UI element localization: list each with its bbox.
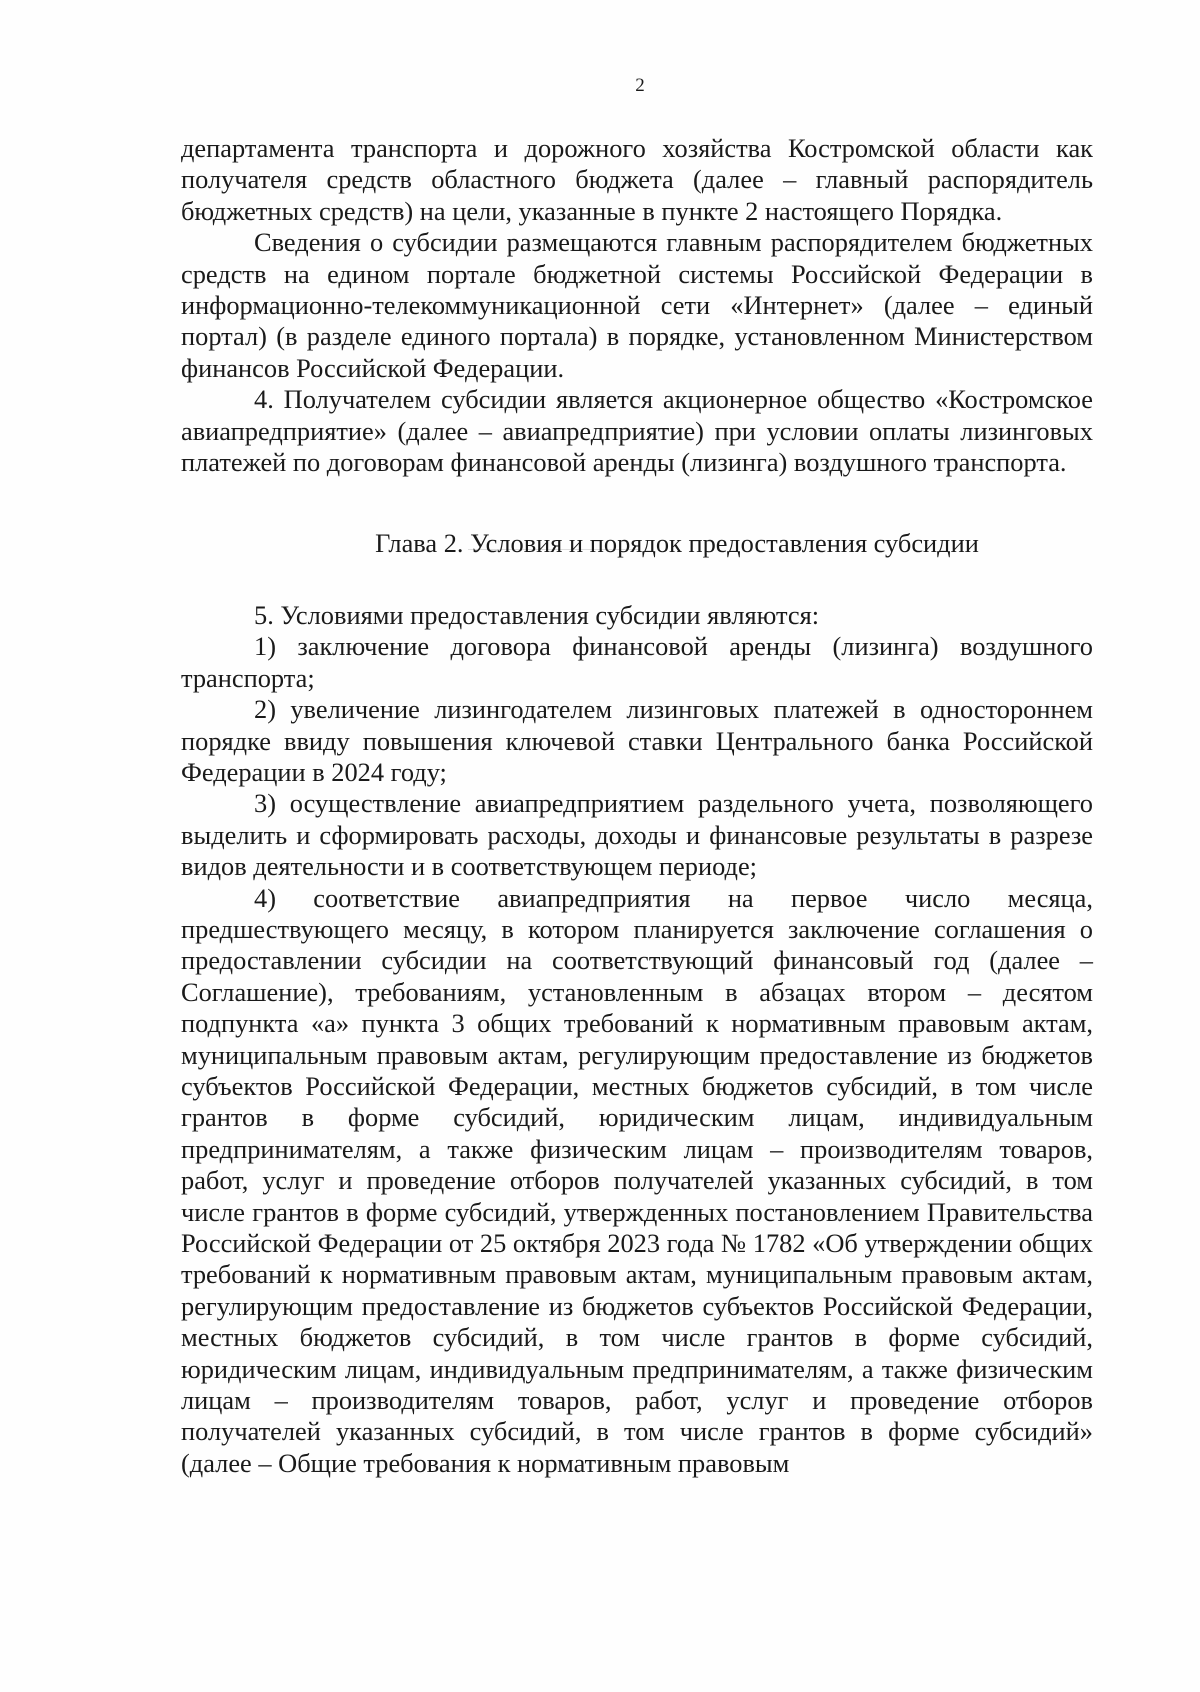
paragraph-portal-info: Сведения о субсидии размещаются главным распорядителем бюджетных средств на едином портале бюджетной системы Российской Федерации в информационно-телекоммуникационной сети «Интернет» (далее – единый портал) (в разделе единого портала) в порядке, установленном Министерством финансов Российской Федерации. [181, 227, 1093, 383]
conditions-intro: 5. Условиями предоставления субсидии являются: [254, 599, 820, 630]
document-body [181, 133, 1093, 1479]
condition-item-2: 2) увеличение лизингодателем лизинговых платежей в одностороннем порядке ввиду повышения ключевой ставки Центрального банка Российской Федерации в 2024 году; [181, 694, 1093, 787]
condition-item-3: 3) осуществление авиапредприятием раздельного учета, позволяющего выделить и сформировать расходы, доходы и финансовые результаты в разрезе видов деятельности и в соответствующем периоде; [181, 788, 1093, 882]
chapter-heading: Глава 2. Условия и порядок предоставления субсидии [375, 528, 979, 559]
page-number: 2 [635, 75, 645, 96]
paragraph-continuation: департамента транспорта и дорожного хозяйства Костромской области как получателя средств областного бюджета (далее – главный распорядитель бюджетных средств) на цели, указанные в пункте 2 настоящего Порядка. [181, 133, 1093, 226]
condition-item-4: 4) соответствие авиапредприятия на первое число месяца, предшествующего месяцу, в котором планируется заключение соглашения о предоставлении субсидии на соответствующий финансовый год (далее – Соглашение), требованиям, установленным в абзацах втором – десятом подпункта «а» пункта 3 общих требований к нормативным правовым актам, муниципальным правовым актам, регулирующим предоставление из бюджетов субъектов Российской Федерации, местных бюджетов субсидий, в том числе грантов в форме субсидий, юридическим лицам, индивидуальным предпринимателям, а также физическим лицам – производителям товаров, работ, услуг и проведение отборов получателей указанных субсидий, в том числе грантов в форме субсидий, утвержденных постановлением Правительства Российской Федерации от 25 октября 2023 года № 1782 «Об утверждении общих требований к нормативным правовым актам, муниципальным правовым актам, регулирующим предоставление из бюджетов субъектов Российской Федерации, местных бюджетов субсидий, в том числе грантов в форме субсидий, юридическим лицам, индивидуальным предпринимателям, а также физическим лицам – производителям товаров, работ, услуг и проведение отборов получателей указанных субсидий, в том числе грантов в форме субсидий» (далее – Общие требования к нормативным правовым [181, 882, 1093, 1478]
paragraph-recipient: 4. Получателем субсидии является акционерное общество «Костромское авиапредприятие» (далее – авиапредприятие) при условии оплаты лизинговых платежей по договорам финансовой аренды (лизинга) воздушного транспорта. [181, 384, 1093, 478]
condition-item-1: 1) заключение договора финансовой аренды (лизинга) воздушного транспорта; [181, 631, 1093, 693]
